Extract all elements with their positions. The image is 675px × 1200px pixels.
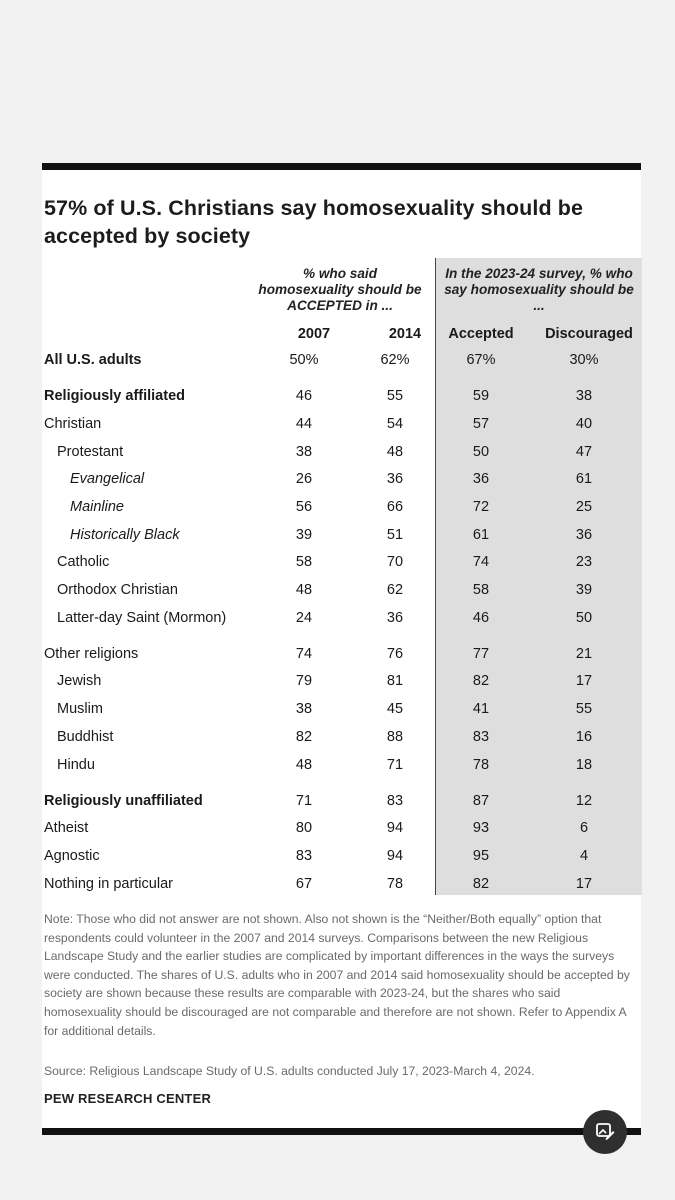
row-label: Catholic xyxy=(57,554,110,570)
row-label: Other religions xyxy=(44,646,139,662)
cell-discouraged: 4 xyxy=(579,848,589,864)
cell-2007: 38 xyxy=(295,444,313,460)
row-label: Muslim xyxy=(57,701,103,717)
cell-discouraged: 16 xyxy=(575,729,593,745)
cell-2007: 58 xyxy=(295,554,313,570)
cell-2014: 94 xyxy=(386,820,404,836)
cell-2014: 54 xyxy=(386,416,404,432)
footnote: Note: Those who did not answer are not shown. Also not shown is the “Neither/Both equally” option that respondents could volunteer in the 2007 and 2014 surveys. Comparisons between the new Religious Landscape Study and the earlier studies are complicated by important differences in the ways the surveys were conducted. The shares of U.S. adults who in 2007 and 2014 said homosexuality should be accepted by society are shown because these results are comparable with 2023-24, but the shares who said homosexuality should be discouraged are not comparable and therefore are not shown. Refer to Appendix A for additional details. xyxy=(44,912,630,1038)
row-label: Protestant xyxy=(57,444,124,460)
row-label: Hindu xyxy=(57,757,95,773)
cell-accepted: 87 xyxy=(472,793,490,809)
cell-2014: 81 xyxy=(386,673,404,689)
chart-card xyxy=(42,163,641,1135)
table-row xyxy=(42,440,641,464)
table-row xyxy=(42,606,641,630)
cell-accepted: 82 xyxy=(472,673,490,689)
cell-discouraged: 17 xyxy=(575,876,593,892)
cell-accepted: 36 xyxy=(472,471,490,487)
cell-2014: 45 xyxy=(386,701,404,717)
cell-2014: 55 xyxy=(386,388,404,404)
table-row xyxy=(42,725,641,749)
source-line: Source: Religious Landscape Study of U.S. adults conducted July 17, 2023-March 4, 2024. xyxy=(44,1064,535,1078)
cell-2014: 36 xyxy=(386,610,404,626)
row-label: Buddhist xyxy=(57,729,114,745)
table-row xyxy=(42,844,641,868)
cell-accepted: 83 xyxy=(472,729,490,745)
cell-discouraged: 36 xyxy=(575,527,593,543)
cell-2014: 71 xyxy=(386,757,404,773)
cell-accepted: 93 xyxy=(472,820,490,836)
row-label: Atheist xyxy=(44,820,89,836)
cell-2007: 39 xyxy=(295,527,313,543)
cell-2014: 94 xyxy=(386,848,404,864)
cell-discouraged: 30% xyxy=(569,352,599,368)
cell-2007: 38 xyxy=(295,701,313,717)
cell-discouraged: 6 xyxy=(579,820,589,836)
cell-discouraged: 17 xyxy=(575,673,593,689)
cell-accepted: 58 xyxy=(472,582,490,598)
table-row xyxy=(42,495,641,519)
cell-discouraged: 61 xyxy=(575,471,593,487)
cell-2007: 48 xyxy=(295,757,313,773)
image-edit-icon xyxy=(595,1121,615,1141)
cell-accepted: 77 xyxy=(472,646,490,662)
cell-accepted: 95 xyxy=(472,848,490,864)
col-2007: 2007 xyxy=(297,326,331,342)
cell-discouraged: 21 xyxy=(575,646,593,662)
cell-accepted: 50 xyxy=(472,444,490,460)
cell-2007: 71 xyxy=(295,793,313,809)
row-label: Orthodox Christian xyxy=(57,582,178,598)
cell-2007: 80 xyxy=(295,820,313,836)
table-row xyxy=(42,348,641,372)
col-discouraged: Discouraged xyxy=(545,326,633,342)
col-2014: 2014 xyxy=(388,326,422,342)
cell-2014: 62 xyxy=(386,582,404,598)
cell-2014: 62% xyxy=(380,352,410,368)
row-label: Historically Black xyxy=(70,527,180,543)
cell-discouraged: 55 xyxy=(575,701,593,717)
cell-discouraged: 47 xyxy=(575,444,593,460)
table-row xyxy=(42,816,641,840)
row-label: Mainline xyxy=(70,499,124,515)
edit-image-button[interactable] xyxy=(583,1110,627,1154)
cell-2014: 70 xyxy=(386,554,404,570)
cell-accepted: 59 xyxy=(472,388,490,404)
row-label: Jewish xyxy=(57,673,102,689)
cell-accepted: 41 xyxy=(472,701,490,717)
cell-2007: 46 xyxy=(295,388,313,404)
row-label: All U.S. adults xyxy=(44,352,142,368)
cell-accepted: 82 xyxy=(472,876,490,892)
cell-discouraged: 50 xyxy=(575,610,593,626)
cell-2014: 78 xyxy=(386,876,404,892)
cell-accepted: 78 xyxy=(472,757,490,773)
cell-accepted: 74 xyxy=(472,554,490,570)
row-label: Nothing in particular xyxy=(44,876,173,892)
cell-2007: 67 xyxy=(295,876,313,892)
cell-discouraged: 18 xyxy=(575,757,593,773)
cell-2014: 36 xyxy=(386,471,404,487)
header-2023-survey: In the 2023-24 survey, % who say homosexuality should be ... xyxy=(444,266,634,313)
table-row xyxy=(42,550,641,574)
cell-discouraged: 23 xyxy=(575,554,593,570)
table-row xyxy=(42,669,641,693)
cell-2014: 48 xyxy=(386,444,404,460)
cell-accepted: 67% xyxy=(466,352,496,368)
pew-brand: PEW RESEARCH CENTER xyxy=(44,1091,212,1106)
cell-accepted: 57 xyxy=(472,416,490,432)
table-row xyxy=(42,523,641,547)
cell-2007: 26 xyxy=(295,471,313,487)
row-label: Christian xyxy=(44,416,102,432)
row-label: Agnostic xyxy=(44,848,100,864)
table-row xyxy=(42,753,641,777)
cell-2014: 83 xyxy=(386,793,404,809)
chart-title: 57% of U.S. Christians say homosexuality should be accepted by society xyxy=(44,196,584,248)
row-label: Evangelical xyxy=(70,471,145,487)
cell-2007: 82 xyxy=(295,729,313,745)
table-row xyxy=(42,384,641,408)
cell-discouraged: 40 xyxy=(575,416,593,432)
table-row xyxy=(42,412,641,436)
cell-2014: 66 xyxy=(386,499,404,515)
cell-2014: 76 xyxy=(386,646,404,662)
cell-discouraged: 38 xyxy=(575,388,593,404)
cell-2007: 44 xyxy=(295,416,313,432)
cell-discouraged: 25 xyxy=(575,499,593,515)
cell-accepted: 61 xyxy=(472,527,490,543)
table-row xyxy=(42,872,641,896)
cell-2014: 51 xyxy=(386,527,404,543)
header-accepted-in: % who said homosexuality should be ACCEPTED in ... xyxy=(258,266,422,313)
cell-accepted: 46 xyxy=(472,610,490,626)
cell-2007: 74 xyxy=(295,646,313,662)
row-label: Religiously unaffiliated xyxy=(44,793,203,809)
row-label: Religiously affiliated xyxy=(44,388,185,404)
table-row xyxy=(42,578,641,602)
cell-accepted: 72 xyxy=(472,499,490,515)
table-row xyxy=(42,642,641,666)
col-accepted: Accepted xyxy=(448,326,514,342)
cell-2007: 24 xyxy=(295,610,313,626)
table-row xyxy=(42,467,641,491)
cell-2007: 83 xyxy=(295,848,313,864)
cell-discouraged: 39 xyxy=(575,582,593,598)
cell-2007: 79 xyxy=(295,673,313,689)
table-row xyxy=(42,789,641,813)
cell-2007: 56 xyxy=(295,499,313,515)
table-row xyxy=(42,697,641,721)
row-label: Latter-day Saint (Mormon) xyxy=(57,610,227,626)
cell-2014: 88 xyxy=(386,729,404,745)
cell-discouraged: 12 xyxy=(575,793,593,809)
cell-2007: 50% xyxy=(289,352,319,368)
cell-2007: 48 xyxy=(295,582,313,598)
